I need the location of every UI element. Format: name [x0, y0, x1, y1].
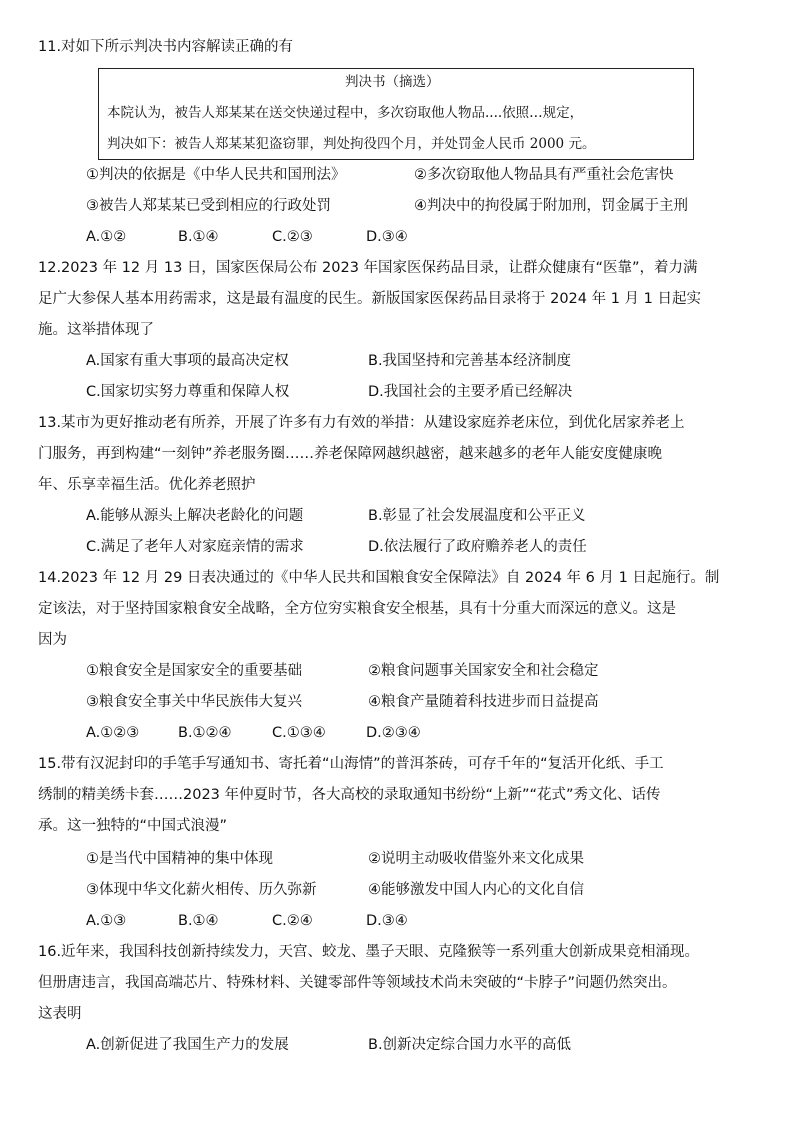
q11-choice-c: C.②③: [272, 229, 313, 245]
q15-stem-line-1: 15.带有汉泥封印的手笔手写通知书、寄托着“山海情”的普洱茶砖，可存千年的“复活开化纸、手工: [38, 756, 664, 772]
q11-option-1: ①判决的依据是《中华人民共和国刑法》: [86, 167, 346, 183]
q13-choice-c: C.满足了老年人对家庭亲情的需求: [86, 539, 304, 555]
q12-choice-b: B.我国坚持和完善基本经济制度: [368, 353, 572, 369]
q16-stem-line-1: 16.近年来，我国科技创新持续发力，天宫、蛟龙、墨子天眼、克隆猴等一系列重大创新成果竞相涌现。: [38, 944, 700, 960]
q11-option-3: ③被告人郑某某已受到相应的行政处罚: [86, 198, 331, 214]
q14-option-4: ④粮食产量随着科技进步而日益提高: [368, 694, 599, 710]
q13-choice-b: B.彰显了社会发展温度和公平正义: [368, 508, 586, 524]
q14-stem-line-1: 14.2023 年 12 月 29 日表决通过的《中华人民共和国粮食安全保障法》自 2024 年 6 月 1 日起施行。制: [38, 570, 720, 586]
q15-choice-a: A.①③: [86, 913, 127, 929]
q12-stem-line-2: 足广大参保人基本用药需求，这是最有温度的民生。新版国家医保药品目录将于 2024 年 1 月 1 日起实: [38, 291, 702, 307]
q11-choice-d: D.③④: [366, 229, 408, 245]
q11-choice-b: B.①④: [178, 229, 219, 245]
q14-option-1: ①粮食安全是国家安全的重要基础: [86, 663, 302, 679]
q14-choice-a: A.①②③: [86, 725, 140, 741]
q12-stem-line-3: 施。这举措体现了: [38, 322, 154, 338]
q13-choice-d: D.依法履行了政府赡养老人的责任: [368, 539, 587, 555]
q12-stem-line-1: 12.2023 年 12 月 13 日，国家医保局公布 2023 年国家医保药品目录，让群众健康有“医靠”，着力满: [38, 260, 698, 276]
q14-option-3: ③粮食安全事关中华民族伟大复兴: [86, 694, 302, 710]
q15-option-3: ③体现中华文化薪火相传、历久弥新: [86, 882, 317, 898]
q14-option-2: ②粮食问题事关国家安全和社会稳定: [368, 663, 599, 679]
q11-option-4: ④判决中的拘役属于附加刑，罚金属于主刑: [414, 198, 688, 214]
q14-choice-d: D.②③④: [366, 725, 421, 741]
q15-choice-d: D.③④: [366, 913, 408, 929]
q16-stem-line-2: 但册唐违言，我国高端芯片、特殊材料、关键零部件等领域技术尚未突破的“卡脖子”问题仍然突出。: [38, 975, 677, 991]
q16-stem-line-3: 这表明: [38, 1006, 82, 1022]
q11-stem: 11.对如下所示判决书内容解读正确的有: [38, 39, 294, 55]
q13-stem-line-3: 年、乐享幸福生活。优化养老照护: [38, 477, 256, 493]
q15-stem-line-2: 绣制的精美绣卡套……2023 年仲夏时节，各大高校的录取通知书纷纷“上新”“花式”秀文化、话传: [38, 787, 661, 803]
q14-stem-line-3: 因为: [38, 632, 67, 648]
q15-stem-line-3: 承。这一独特的“中国式浪漫”: [38, 818, 228, 834]
q13-stem-line-1: 13.某市为更好推动老有所养，开展了许多有力有效的举措：从建设家庭养老床位，到优化居家养老上: [38, 415, 685, 431]
judgment-line-1: 本院认为，被告人郑某某在送交快递过程中，多次窃取他人物品....依照…规定，: [107, 105, 584, 121]
judgment-excerpt-box: [98, 68, 694, 160]
judgment-line-2: 判决如下：被告人郑某某犯盗窃罪，判处拘役四个月，并处罚金人民币 2000 元。: [107, 136, 596, 152]
q15-option-1: ①是当代中国精神的集中体现: [86, 851, 273, 867]
q14-stem-line-2: 定该法，对于坚持国家粮食安全战略，全方位穷实粮食安全根基，具有十分重大而深远的意义。这是: [38, 601, 676, 617]
q15-choice-b: B.①④: [178, 913, 219, 929]
q15-option-4: ④能够激发中国人内心的文化自信: [368, 882, 584, 898]
q16-choice-b: B.创新决定综合国力水平的高低: [368, 1037, 572, 1053]
q12-choice-d: D.我国社会的主要矛盾已经解决: [368, 384, 573, 400]
q12-choice-a: A.国家有重大事项的最高决定权: [86, 353, 289, 369]
q12-choice-c: C.国家切实努力尊重和保障人权: [86, 384, 290, 400]
q15-option-2: ②说明主动吸收借鉴外来文化成果: [368, 851, 584, 867]
q11-option-2: ②多次窃取他人物品具有严重社会危害快: [414, 167, 674, 183]
q14-choice-b: B.①②④: [178, 725, 232, 741]
q14-choice-c: C.①③④: [272, 725, 326, 741]
q13-choice-a: A.能够从源头上解决老龄化的问题: [86, 508, 304, 524]
judgment-title: 判决书（摘选）: [345, 74, 440, 90]
q11-choice-a: A.①②: [86, 229, 127, 245]
q16-choice-a: A.创新促进了我国生产力的发展: [86, 1037, 289, 1053]
q13-stem-line-2: 门服务，再到构建“一刻钟”养老服务圈……养老保障网越织越密，越来越多的老年人能安度健康晚: [38, 446, 663, 462]
q15-choice-c: C.②④: [272, 913, 313, 929]
